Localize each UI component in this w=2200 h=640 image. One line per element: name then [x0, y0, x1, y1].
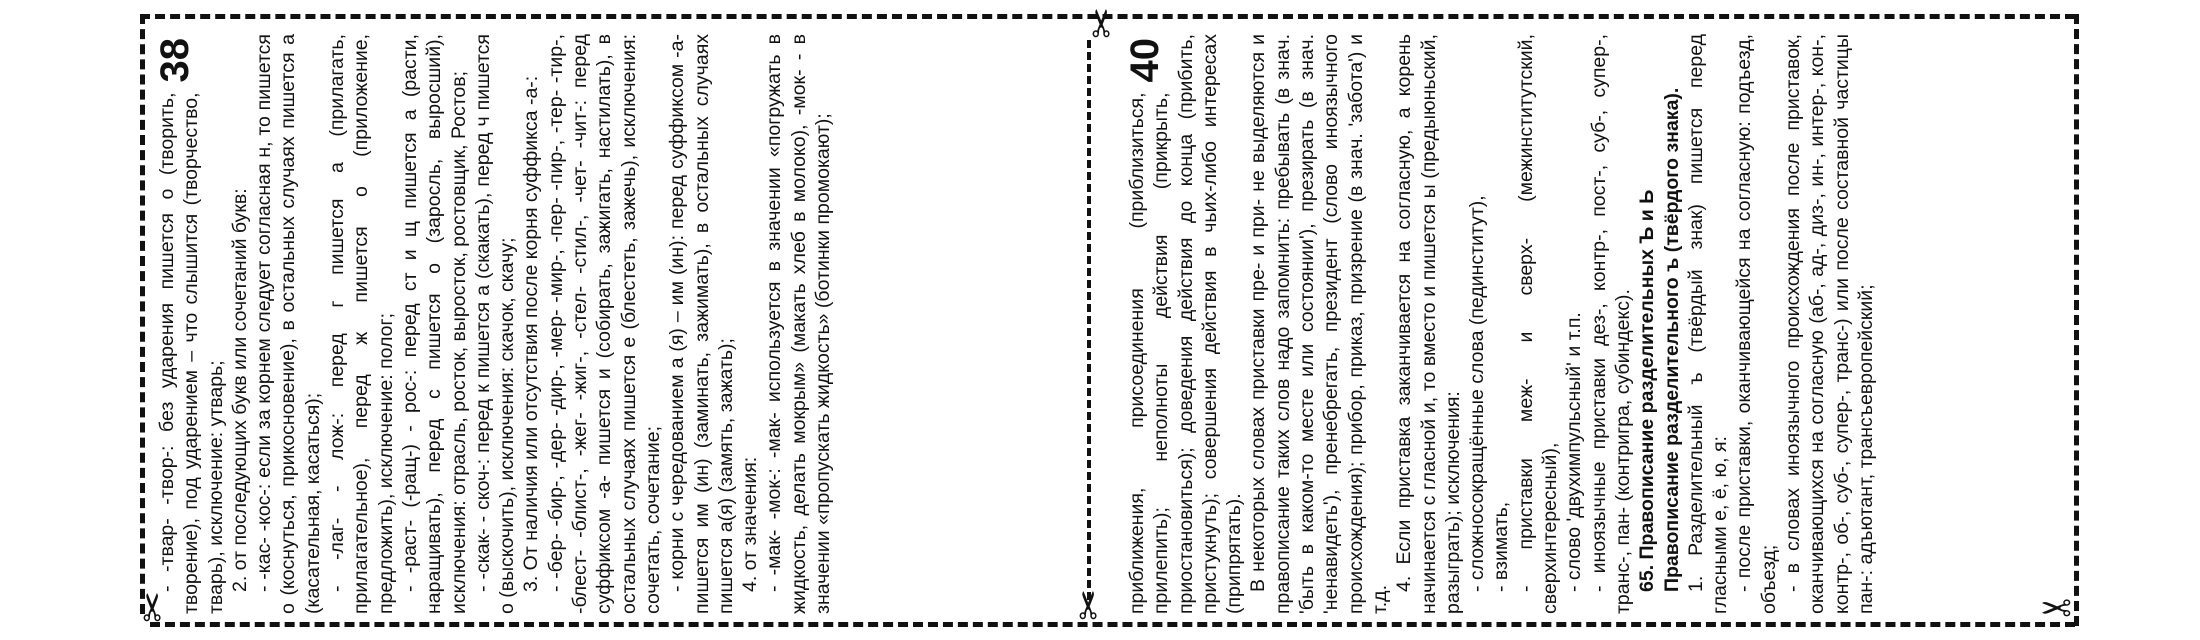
- paragraph: - корни с чередованием а (я) – им (ин): перед суффиксом -а- пишется им (ин) (заминать, зажимать), в остальных случаях пишется а(я) (замять, зажать);: [666, 34, 737, 614]
- paragraph: - взимать,: [1490, 501, 1513, 592]
- page-number: 38: [153, 38, 197, 83]
- paragraph: - -мак- -мок-: -мак- используется в значении «погружать в жидкость, делать мокрым» (макать хлеб в молоко), -мок- - в значении «пропускать жидкость» (ботинки промокают);: [763, 34, 835, 614]
- paragraph: - -твар- -твор-: без ударения пишется о (творить, творение), под ударением – что слышится (творчество, тварь), исключение: утварь;: [156, 92, 227, 614]
- cut-line-bottom: [150, 622, 2075, 627]
- paragraph: - -лаг- - лож-: перед г пишется а (прилагать, прилагательное), перед ж пишется о (приложение, предложить), исключение: полог;: [326, 34, 397, 614]
- page-40: [1125, 34, 2045, 614]
- paragraph: - после приставки, оканчивающейся на согласную: подъезд, объезд;: [1733, 34, 1780, 614]
- cut-line-left: [140, 14, 145, 614]
- paragraph: - -скак- - скоч-: перед к пишется а (скакать), перед ч пишется о (выскочить), исключения: скачок, скачу;: [471, 34, 519, 614]
- paragraph: 4. Если приставка заканчивается на согласную, а корень начинается с гласной и, то вместо и пишется ы (предыюньский, разыграть); исключения:: [1393, 34, 1464, 614]
- paragraph: В некоторых словах приставки пре- и при- не выделяются и правописание таких слов надо запомнить: пребывать (в знач. 'быть в каком-то месте или состоянии'), презирать (в знач. 'ненавидеть'), пренебрегать, президент (слово иноязычного происхождения); прибор, приказ, призрение (в знач. 'забота') и т.д.: [1247, 34, 1391, 614]
- paragraph: - слово 'двухимпульсный' и т.п.: [1563, 312, 1586, 592]
- paragraph: - -бер- -бир-, -дер- -дир-, -мер- -мир-, -пер- -пир-, -тер- -тир-, -блест- -блист-, -жег- -жиг-, -стел- -стил-, -чет- -чит-: перед суффиксом -а- пишется и (собирать, зажигать, настилать), в остальных случаях пишется е (блестеть, зажечь), исключения: сочетать, сочетание;: [544, 34, 664, 614]
- scissors-icon: ✂: [2040, 585, 2072, 629]
- paragraph: - приставки меж- и сверх- (межинститутский, сверхинтересный),: [1514, 34, 1562, 614]
- cut-line-middle: [1087, 40, 1091, 600]
- page-38: [155, 34, 1075, 614]
- paragraph: 1. Разделительный ъ (твёрдый знак) пишется перед гласными е, ё, ю, я:: [1684, 34, 1732, 614]
- paragraph: 3. От наличия или отсутствия после корня суффикса -а-:: [520, 75, 543, 592]
- paragraph: - сложносокращённые слова (пединститут),: [1466, 195, 1489, 592]
- paragraph: - в словах иноязычного происхождения после приставок, оканчивающихся на согласную (аб-, ад-, диз-, ин-, интер-, кон-, контр-, об-, суб-, супер-, транс-) или после составной частицы пан-: адъютант, трансъевропейский;: [1782, 34, 1877, 614]
- scissors-icon: ✂: [1079, 7, 1124, 39]
- page-number: 40: [1123, 38, 1167, 83]
- cut-line-right: [2074, 14, 2079, 626]
- paragraph: 4. от значения:: [739, 456, 762, 592]
- scissors-icon: ✂: [1066, 589, 1111, 621]
- paragraph: приближения, присоединения (приблизиться, прилепить); неполноты действия (прикрыть, приостановиться); доведения действия до конца (прибить, пристукнуть); совершения действия в чьих-либо интересах (припрятать).: [1126, 34, 1246, 614]
- section-heading: 65. Правописание разделительных Ъ и Ь: [1636, 189, 1659, 592]
- scissors-icon: ✂: [130, 591, 175, 623]
- paragraph: - -кас- -кос-: если за корнем следует согласная н, то пишется о (коснуться, прикосновение), в остальных случаях пишется а (касательная, касаться);: [253, 34, 324, 614]
- paragraph: 2. от последующих букв или сочетаний букв:: [228, 188, 251, 592]
- subsection-heading: Правописание разделительного ъ (твёрдого знака).: [1660, 87, 1683, 592]
- paragraph: - -раст- (-ращ-) - рос-: перед ст и щ пишется а (расти, наращивать), перед с пишется о (заросль, выросший), исключения: отрасль, росток, выросток, ростовщик, Ростов;: [398, 34, 470, 614]
- paragraph: - иноязычные приставки дез-, контр-, пост-, суб-, супер-, транс-, пан- (контригра, субиндекс).: [1587, 34, 1634, 614]
